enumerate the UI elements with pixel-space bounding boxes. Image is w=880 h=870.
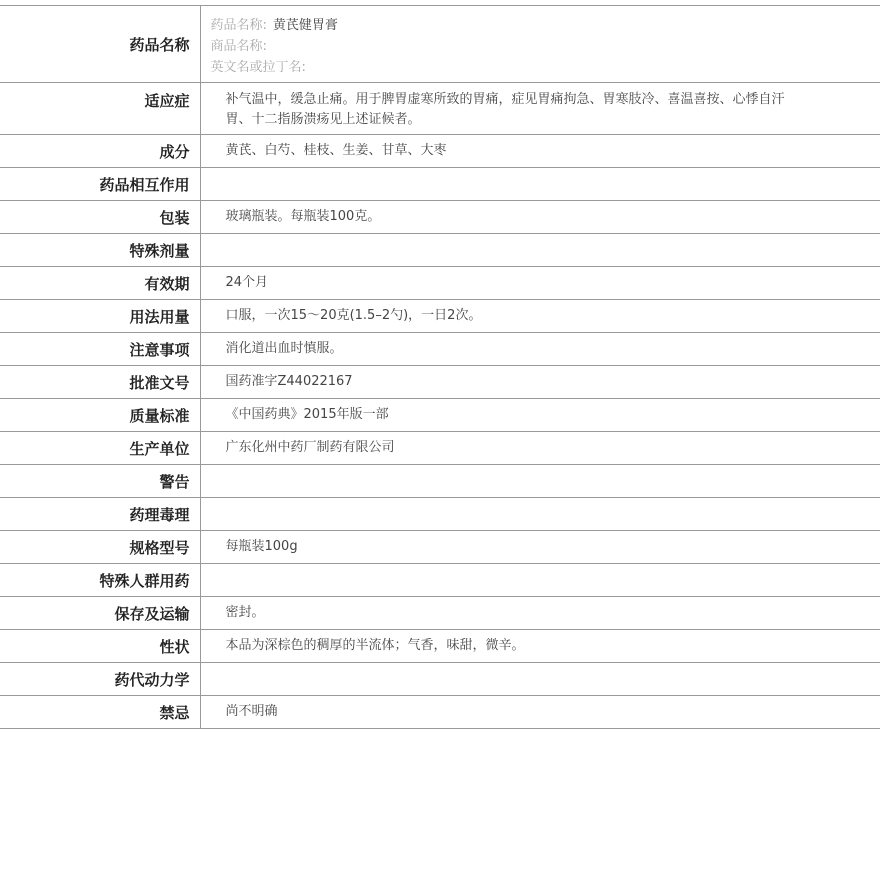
table-row [0, 168, 880, 201]
row-label: 药代动力学 [0, 663, 200, 696]
row-label: 保存及运输 [0, 597, 200, 630]
table-row [0, 135, 880, 168]
row-value: 消化道出血时慎服。 [225, 341, 343, 356]
table-row [0, 300, 880, 333]
table-row-drug-name [0, 6, 880, 83]
row-label: 批准文号 [0, 366, 200, 399]
table-row [0, 696, 880, 729]
row-value: 补气温中，缓急止痛。用于脾胃虚寒所致的胃痛，症见胃痛拘急、胃寒肢冷、喜温喜按、心悸自汗胃、十二指肠溃疡见上述证候者。 [225, 92, 785, 127]
row-label: 适应症 [0, 83, 200, 135]
row-value: 本品为深棕色的稠厚的半流体；气香，味甜，微辛。 [225, 638, 525, 653]
row-label: 质量标准 [0, 399, 200, 432]
table-row [0, 399, 880, 432]
row-label: 警告 [0, 465, 200, 498]
table-row [0, 564, 880, 597]
table-row [0, 597, 880, 630]
row-label: 成分 [0, 135, 200, 168]
row-value: 《中国药典》2015年版一部 [225, 407, 389, 422]
row-value: 黄芪、白芍、桂枝、生姜、甘草、大枣 [225, 143, 447, 158]
row-label: 药品相互作用 [0, 168, 200, 201]
row-label: 生产单位 [0, 432, 200, 465]
row-label: 规格型号 [0, 531, 200, 564]
row-value: 尚不明确 [225, 704, 278, 719]
row-value [200, 465, 880, 498]
english-name-key: 英文名或拉丁名: [210, 60, 306, 75]
row-value: 国药准字Z44022167 [225, 374, 353, 389]
table-row [0, 498, 880, 531]
row-value: 玻璃瓶装。每瓶装100克。 [225, 209, 381, 224]
table-row-indications [0, 83, 880, 135]
trade-name-key: 商品名称: [210, 39, 267, 54]
table-row [0, 234, 880, 267]
row-label: 注意事项 [0, 333, 200, 366]
row-value: 24个月 [225, 275, 269, 290]
trade-name-line [211, 36, 791, 57]
row-value [200, 498, 880, 531]
row-label: 包装 [0, 201, 200, 234]
drug-name-key: 药品名称: [210, 18, 267, 33]
row-value: 每瓶装100g [225, 539, 298, 554]
drug-name-value: 黄芪健胃膏 [272, 18, 338, 33]
drug-name-block [200, 6, 880, 83]
table-row [0, 201, 880, 234]
row-label: 药理毒理 [0, 498, 200, 531]
table-row [0, 663, 880, 696]
english-name-line [211, 57, 791, 78]
table-row [0, 432, 880, 465]
table-row [0, 333, 880, 366]
drug-name-line [211, 15, 791, 36]
table-row [0, 531, 880, 564]
row-label: 用法用量 [0, 300, 200, 333]
row-value: 口服，一次15～20克(1.5–2勺)，一日2次。 [225, 308, 482, 323]
row-label: 特殊人群用药 [0, 564, 200, 597]
table-row [0, 267, 880, 300]
row-label: 药品名称 [0, 6, 200, 83]
row-label: 特殊剂量 [0, 234, 200, 267]
table-row [0, 465, 880, 498]
row-value [200, 663, 880, 696]
table-row [0, 366, 880, 399]
row-value: 密封。 [225, 605, 265, 620]
row-label: 禁忌 [0, 696, 200, 729]
table-row [0, 630, 880, 663]
row-value: 广东化州中药厂制药有限公司 [225, 440, 395, 455]
drug-spec-table [0, 5, 880, 729]
row-value [200, 168, 880, 201]
row-value [200, 234, 880, 267]
row-label: 性状 [0, 630, 200, 663]
row-value [200, 564, 880, 597]
row-label: 有效期 [0, 267, 200, 300]
